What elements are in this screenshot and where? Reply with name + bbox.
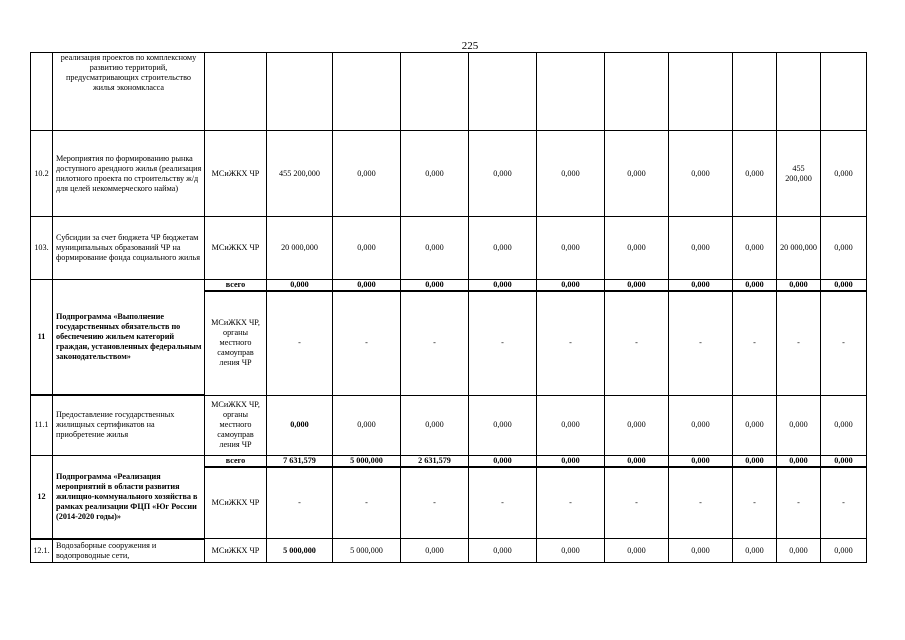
executor: МСиЖКХ ЧР, органы местного самоуправ ления ЧР xyxy=(205,291,267,395)
value-cell: 20 000,000 xyxy=(267,217,333,280)
value-cell: 0,000 xyxy=(733,395,777,455)
value-cell: 0,000 xyxy=(537,217,605,280)
value-cell: 0,000 xyxy=(733,217,777,280)
value-cell: 0,000 xyxy=(821,131,867,217)
value-cell: 0,000 xyxy=(821,217,867,280)
table-row xyxy=(31,53,867,131)
budget-table xyxy=(30,52,867,563)
total-cell: 0,000 xyxy=(777,280,821,292)
total-cell: 0,000 xyxy=(733,455,777,467)
value-cell: - xyxy=(821,291,867,395)
subprogram-name: Подпрограмма «Выполнение государственных обязательств по обеспечению жильем категорий граждан, установленных федеральным законодательством» xyxy=(53,280,205,396)
value-cell: - xyxy=(537,291,605,395)
value-cell: 0,000 xyxy=(401,131,469,217)
value-cell: 455 200,000 xyxy=(267,131,333,217)
row-number: 103. xyxy=(31,217,53,280)
value-cell: 0,000 xyxy=(469,131,537,217)
row-number: 11.1 xyxy=(31,395,53,455)
value-cell: - xyxy=(333,467,401,539)
total-cell: 0,000 xyxy=(267,280,333,292)
row-number: 10.2 xyxy=(31,131,53,217)
value-cell: - xyxy=(777,291,821,395)
value-cell: - xyxy=(821,467,867,539)
value-cell: - xyxy=(469,291,537,395)
value-cell: 0,000 xyxy=(669,217,733,280)
value-cell xyxy=(605,53,669,131)
measure-name: реализация проектов по комплексному развитию территорий, предусматривающих строительство жилья экономкласса xyxy=(53,53,205,131)
table-row-total xyxy=(31,455,867,467)
total-cell: 0,000 xyxy=(401,280,469,292)
value-cell: 0,000 xyxy=(669,131,733,217)
value-cell: - xyxy=(537,467,605,539)
value-cell: 0,000 xyxy=(537,395,605,455)
value-cell: 0,000 xyxy=(605,539,669,563)
value-cell: 0,000 xyxy=(669,539,733,563)
value-cell xyxy=(537,53,605,131)
value-cell: - xyxy=(777,467,821,539)
value-cell: 0,000 xyxy=(401,539,469,563)
value-cell: 0,000 xyxy=(733,131,777,217)
value-cell: 0,000 xyxy=(605,217,669,280)
value-cell: - xyxy=(669,291,733,395)
value-cell: 0,000 xyxy=(333,217,401,280)
value-cell xyxy=(777,53,821,131)
total-cell: 0,000 xyxy=(733,280,777,292)
value-cell: - xyxy=(333,291,401,395)
value-cell: - xyxy=(267,467,333,539)
executor: МСиЖКХ ЧР, органы местного самоуправ ления ЧР xyxy=(205,395,267,455)
value-cell xyxy=(469,53,537,131)
value-cell xyxy=(267,53,333,131)
value-cell xyxy=(401,53,469,131)
measure-name: Предоставление государственных жилищных сертификатов на приобретение жилья xyxy=(53,395,205,455)
value-cell xyxy=(333,53,401,131)
total-cell: 2 631,579 xyxy=(401,455,469,467)
value-cell: 0,000 xyxy=(821,395,867,455)
value-cell: - xyxy=(605,467,669,539)
executor: МСиЖКХ ЧР xyxy=(205,131,267,217)
value-cell: 0,000 xyxy=(267,395,333,455)
value-cell: 0,000 xyxy=(401,217,469,280)
table-row xyxy=(31,131,867,217)
value-cell: 0,000 xyxy=(777,395,821,455)
total-label: всего xyxy=(205,280,267,292)
total-label: всего xyxy=(205,455,267,467)
table-row xyxy=(31,395,867,455)
total-cell: 0,000 xyxy=(605,280,669,292)
executor xyxy=(205,53,267,131)
total-cell: 0,000 xyxy=(469,455,537,467)
total-cell: 0,000 xyxy=(669,455,733,467)
row-number xyxy=(31,53,53,131)
total-cell: 0,000 xyxy=(605,455,669,467)
value-cell: 0,000 xyxy=(821,539,867,563)
value-cell: - xyxy=(267,291,333,395)
total-cell: 0,000 xyxy=(821,455,867,467)
total-cell: 5 000,000 xyxy=(333,455,401,467)
value-cell: - xyxy=(401,467,469,539)
value-cell: 0,000 xyxy=(605,395,669,455)
value-cell: 0,000 xyxy=(605,131,669,217)
measure-name: Субсидии за счет бюджета ЧР бюджетам муниципальных образований ЧР на формирование фонда социального жилья xyxy=(53,217,205,280)
table-row xyxy=(31,539,867,563)
value-cell: - xyxy=(733,467,777,539)
row-number: 12 xyxy=(31,455,53,539)
value-cell: 20 000,000 xyxy=(777,217,821,280)
row-number: 12.1. xyxy=(31,539,53,563)
value-cell: 0,000 xyxy=(537,131,605,217)
value-cell: 0,000 xyxy=(669,395,733,455)
value-cell: - xyxy=(669,467,733,539)
executor: МСиЖКХ ЧР xyxy=(205,467,267,539)
executor: МСиЖКХ ЧР xyxy=(205,539,267,563)
measure-name: Водозаборные сооружения и водопроводные сети, xyxy=(53,539,205,563)
value-cell: 0,000 xyxy=(469,217,537,280)
value-cell xyxy=(821,53,867,131)
value-cell xyxy=(733,53,777,131)
total-cell: 0,000 xyxy=(333,280,401,292)
value-cell: 455 200,000 xyxy=(777,131,821,217)
total-cell: 0,000 xyxy=(669,280,733,292)
value-cell: 0,000 xyxy=(537,539,605,563)
value-cell xyxy=(669,53,733,131)
value-cell: 0,000 xyxy=(733,539,777,563)
total-cell: 0,000 xyxy=(469,280,537,292)
value-cell: - xyxy=(401,291,469,395)
value-cell: 5 000,000 xyxy=(267,539,333,563)
subprogram-name: Подпрограмма «Реализация мероприятий в области развития жилищно-коммунального хозяйства в рамках реализации ФЦП «Юг России (2014-2020 годы)» xyxy=(53,455,205,539)
value-cell: 0,000 xyxy=(777,539,821,563)
value-cell: 0,000 xyxy=(469,539,537,563)
total-cell: 0,000 xyxy=(537,455,605,467)
value-cell: - xyxy=(733,291,777,395)
measure-name: Мероприятия по формированию рынка доступного арендного жилья (реализация пилотного проекта по строительству ж/д для целей некоммерческого найма) xyxy=(53,131,205,217)
value-cell: 5 000,000 xyxy=(333,539,401,563)
value-cell: 0,000 xyxy=(333,395,401,455)
value-cell: - xyxy=(605,291,669,395)
total-cell: 0,000 xyxy=(821,280,867,292)
total-cell: 0,000 xyxy=(537,280,605,292)
table-row-total xyxy=(31,280,867,292)
value-cell: 0,000 xyxy=(333,131,401,217)
total-cell: 0,000 xyxy=(777,455,821,467)
executor: МСиЖКХ ЧР xyxy=(205,217,267,280)
total-cell: 7 631,579 xyxy=(267,455,333,467)
value-cell: - xyxy=(469,467,537,539)
row-number: 11 xyxy=(31,280,53,396)
value-cell: 0,000 xyxy=(469,395,537,455)
table-row xyxy=(31,217,867,280)
page-number: 225 xyxy=(461,40,479,52)
value-cell: 0,000 xyxy=(401,395,469,455)
